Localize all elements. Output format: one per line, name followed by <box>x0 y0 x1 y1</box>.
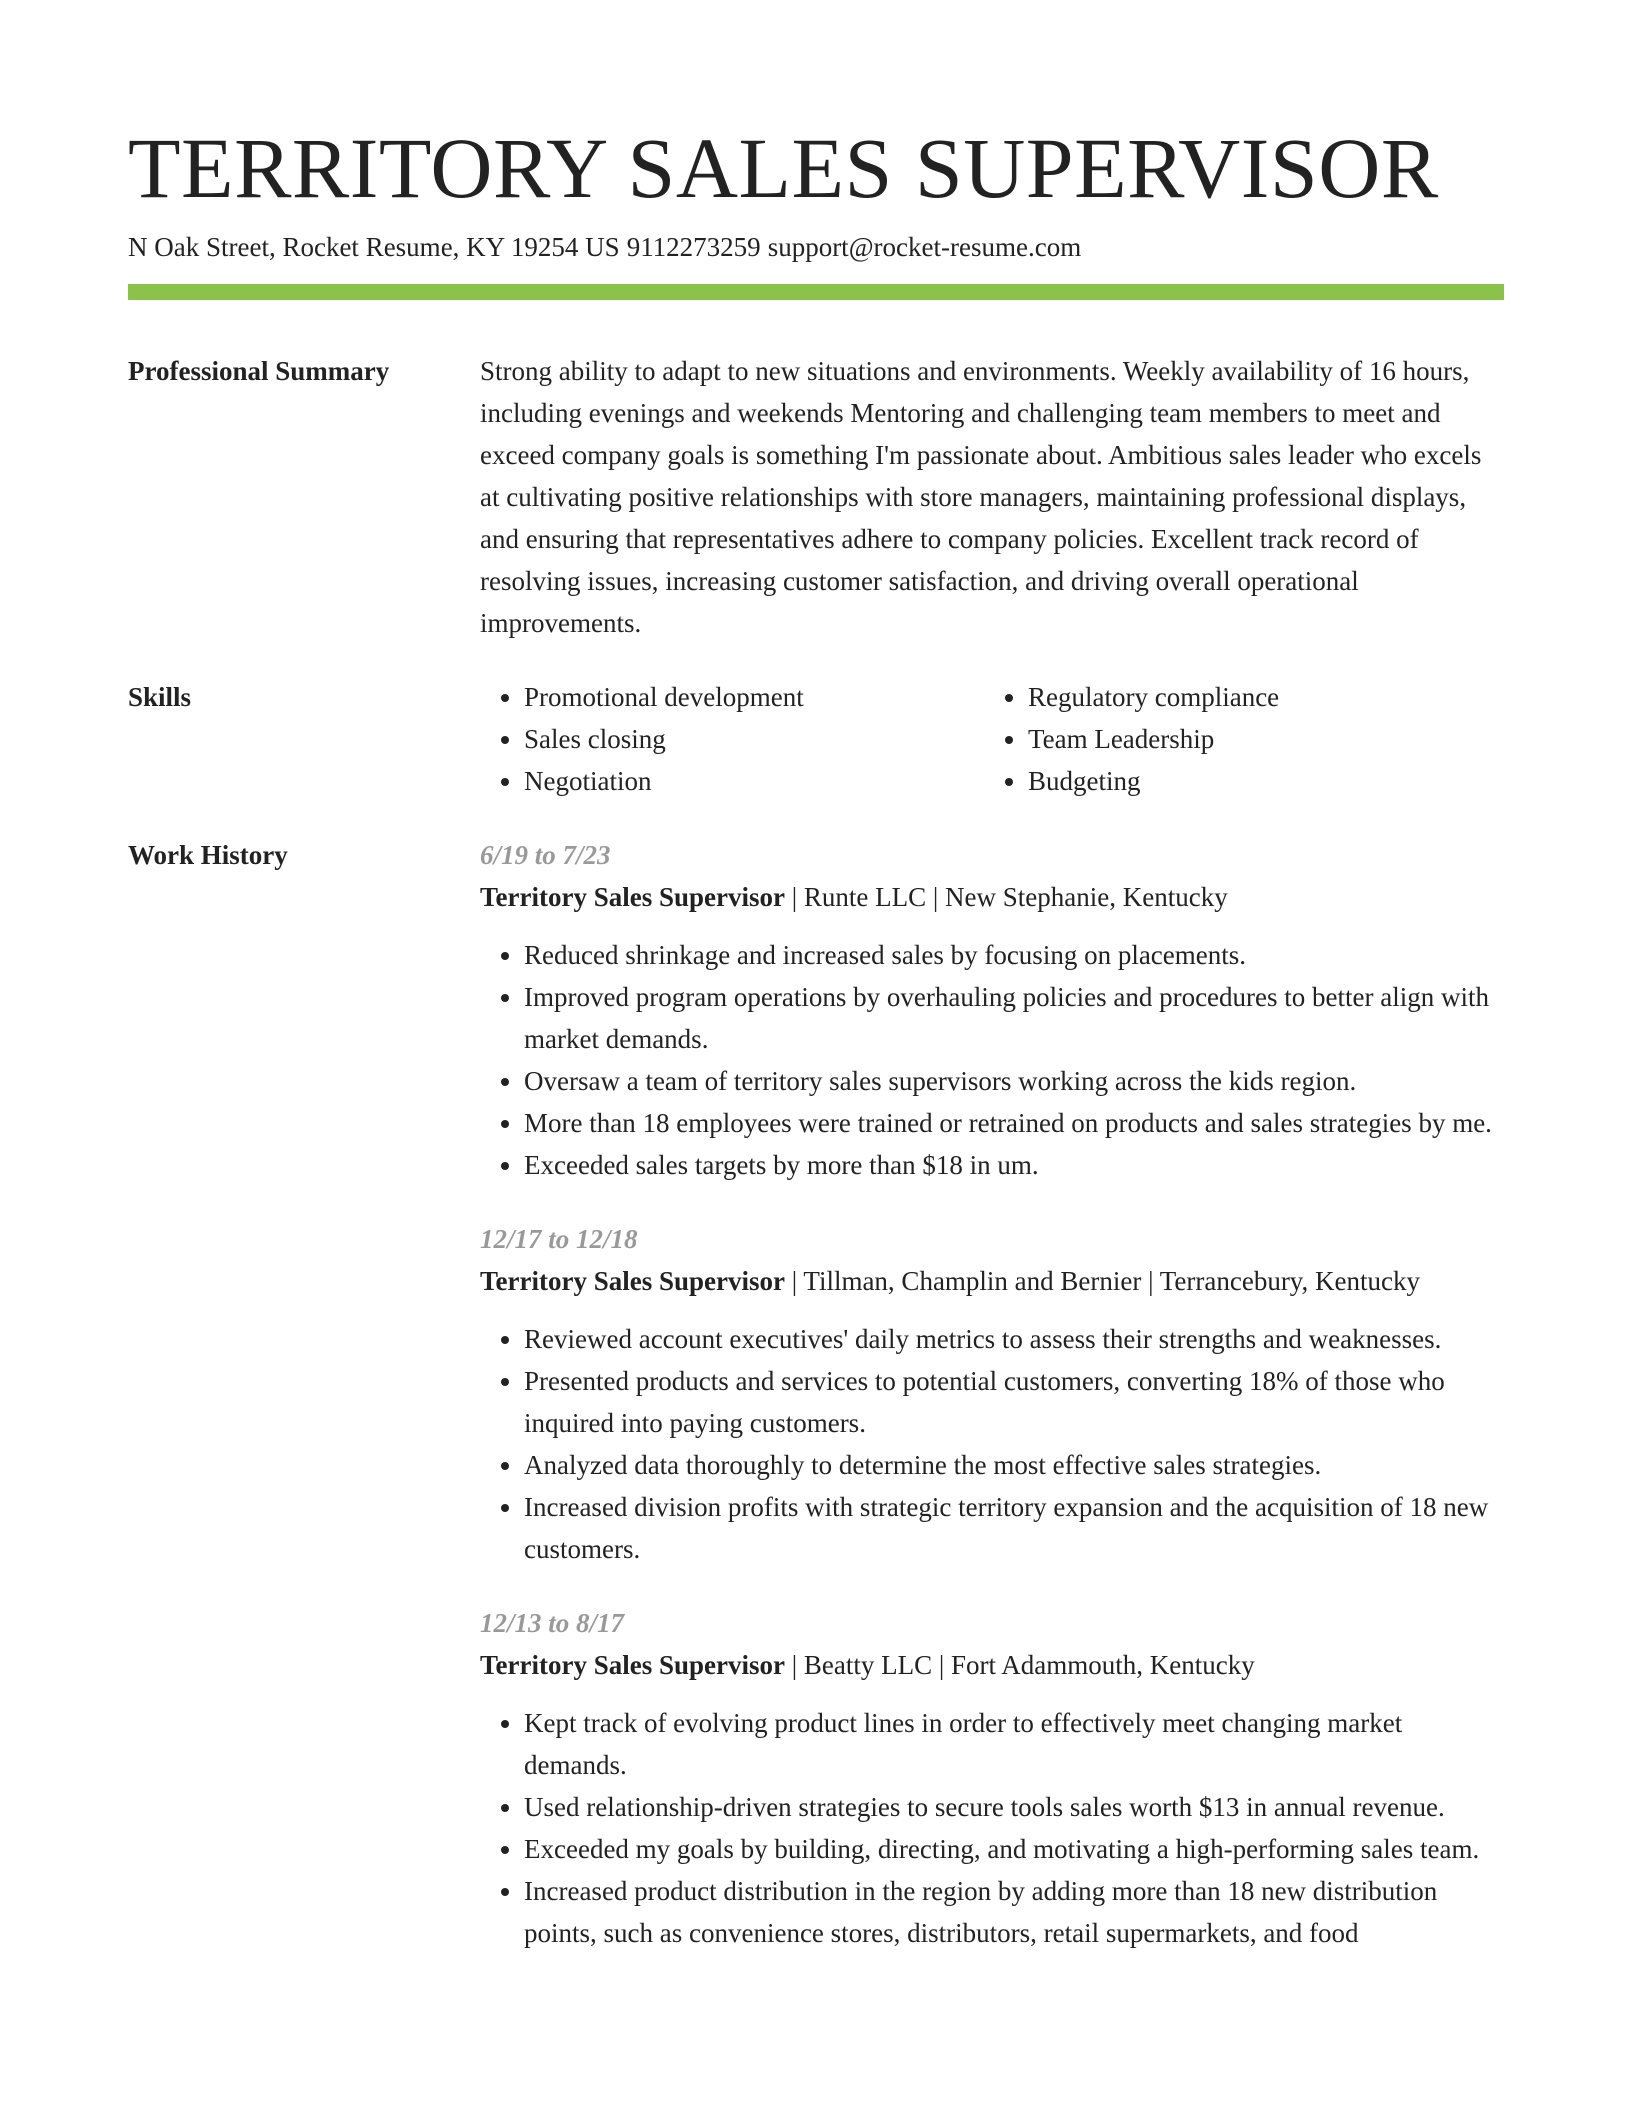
job-bullet: • Improved program operations by overhauling policies and procedures to better align with market demands. <box>524 976 1504 1060</box>
work-history-section <box>128 834 1504 1986</box>
contact-phone: 9112273259 <box>626 232 761 262</box>
job-bullet-list <box>480 934 1504 1186</box>
job-bullet-list <box>480 1702 1504 1954</box>
work-history-heading: Work History <box>128 840 288 870</box>
skills-body <box>480 676 1504 802</box>
job-title: Territory Sales Supervisor <box>480 882 785 912</box>
resume-page <box>128 0 1504 1986</box>
skills-list-left <box>480 676 984 802</box>
job-bullet: • Exceeded my goals by building, directing, and motivating a high-performing sales team. <box>524 1828 1504 1870</box>
job-title-line <box>480 1644 1504 1686</box>
job-employer-location: | Tillman, Champlin and Bernier | Terrancebury, Kentucky <box>784 1266 1421 1296</box>
job-bullet: • Used relationship-driven strategies to secure tools sales worth $13 in annual revenue. <box>524 1786 1504 1828</box>
skill-item: • Sales closing <box>524 718 984 760</box>
skills-list-right <box>984 676 1504 802</box>
job-title: Territory Sales Supervisor <box>480 1266 785 1296</box>
job-entry <box>480 834 1504 1186</box>
job-dates: 12/13 to 8/17 <box>480 1608 625 1638</box>
job-title-line <box>480 876 1504 918</box>
skills-section <box>128 676 1504 802</box>
job-bullet: • More than 18 employees were trained or retrained on products and sales strategies by me. <box>524 1102 1504 1144</box>
job-bullet: • Kept track of evolving product lines in order to effectively meet changing market demands. <box>524 1702 1504 1786</box>
job-employer-location: | Beatty LLC | Fort Adammouth, Kentucky <box>784 1650 1255 1680</box>
job-bullet: • Increased product distribution in the region by adding more than 18 new distribution points, such as convenience stores, distributors, retail supermarkets, and food <box>524 1870 1504 1954</box>
skills-grid <box>480 676 1504 802</box>
job-bullet: • Analyzed data thoroughly to determine the most effective sales strategies. <box>524 1444 1504 1486</box>
skills-heading: Skills <box>128 682 192 712</box>
work-history-body <box>480 834 1504 1986</box>
job-title-line <box>480 1260 1504 1302</box>
skill-item: • Promotional development <box>524 676 984 718</box>
resume-title: TERRITORY SALES SUPERVISOR <box>128 120 1439 216</box>
job-entry <box>480 1218 1504 1570</box>
job-bullet: • Oversaw a team of territory sales supervisors working across the kids region. <box>524 1060 1504 1102</box>
job-dates: 6/19 to 7/23 <box>480 840 611 870</box>
job-entry <box>480 1602 1504 1954</box>
job-bullet-list <box>480 1318 1504 1570</box>
contact-email[interactable]: support@rocket-resume.com <box>767 232 1082 262</box>
job-bullet: • Exceeded sales targets by more than $18 in um. <box>524 1144 1504 1186</box>
summary-heading: Professional Summary <box>128 356 390 386</box>
contact-address: N Oak Street, Rocket Resume, KY 19254 US <box>128 232 620 262</box>
summary-section <box>128 350 1504 644</box>
contact-line <box>128 230 1504 264</box>
summary-text: Strong ability to adapt to new situations and environments. Weekly availability of 16 hours, including evenings and weekends Mentoring and challenging team members to meet and exceed company goals is something I'm passionate about. Ambitious sales leader who excels at cultivating positive relationships with store managers, maintaining professional displays, and ensuring that representatives adhere to company policies. Excellent track record of resolving issues, increasing customer satisfaction, and driving overall operational improvements. <box>480 356 1482 638</box>
skill-item: • Negotiation <box>524 760 984 802</box>
header-divider <box>128 284 1504 300</box>
job-title: Territory Sales Supervisor <box>480 1650 785 1680</box>
job-bullet: • Reviewed account executives' daily metrics to assess their strengths and weaknesses. <box>524 1318 1504 1360</box>
job-employer-location: | Runte LLC | New Stephanie, Kentucky <box>784 882 1228 912</box>
job-bullet: • Reduced shrinkage and increased sales by focusing on placements. <box>524 934 1504 976</box>
job-dates: 12/17 to 12/18 <box>480 1224 638 1254</box>
skill-item: • Regulatory compliance <box>1028 676 1504 718</box>
skill-item: • Budgeting <box>1028 760 1504 802</box>
job-bullet: • Increased division profits with strategic territory expansion and the acquisition of 18 new customers. <box>524 1486 1504 1570</box>
job-bullet: • Presented products and services to potential customers, converting 18% of those who inquired into paying customers. <box>524 1360 1504 1444</box>
skill-item: • Team Leadership <box>1028 718 1504 760</box>
